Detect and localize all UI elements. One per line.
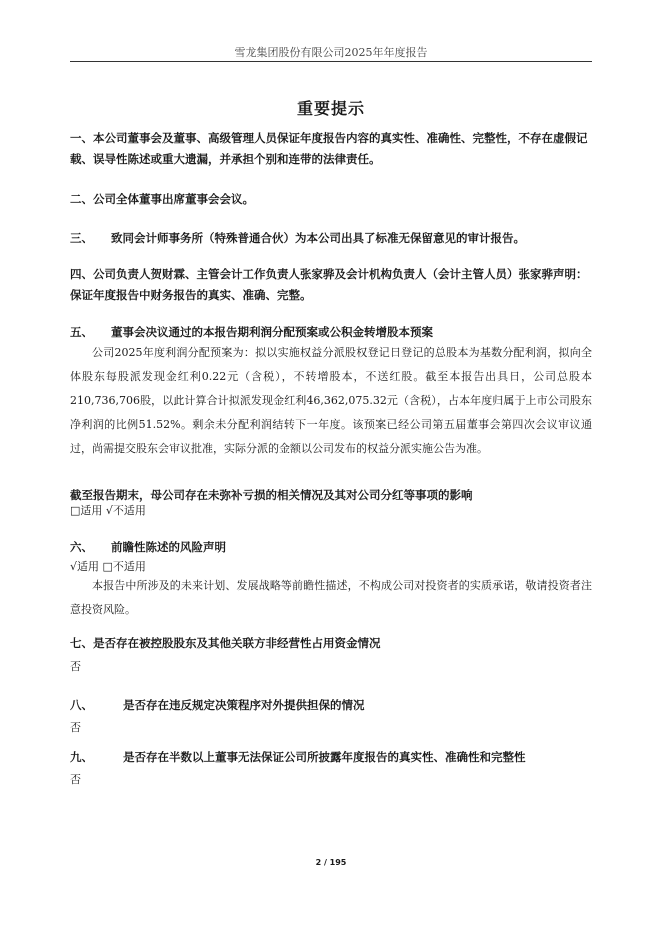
section-6-title: 前瞻性陈述的风险声明 (111, 540, 226, 554)
page-title: 重要提示 (296, 99, 365, 118)
section-9-number: 九、 (70, 750, 93, 764)
section-3-number: 三、 (70, 231, 93, 245)
section-7-heading: 七、是否存在被控股股东及其他关联方非经营性占用资金情况 (70, 636, 381, 650)
section-4: 四、公司负责人贺财霖、主管会计工作负责人张家骅及会计机构负责人（会计主管人员）张家骅声明：保证年度报告中财务报告的真实、准确、完整。 (70, 267, 588, 302)
header-divider (70, 61, 592, 62)
section-9-heading (70, 747, 592, 768)
section-5-heading (70, 322, 592, 343)
section-9-title: 是否存在半数以上董事无法保证公司所披露年度报告的真实性、准确性和完整性 (123, 750, 526, 764)
running-header: 雪龙集团股份有限公司2025年年度报告 (234, 46, 428, 59)
page-number: 2 / 195 (315, 858, 347, 867)
section-6-number: 六、 (70, 540, 93, 554)
section-6-body: 本报告中所涉及的未来计划、发展战略等前瞻性描述，不构成公司对投资者的实质承诺，敬请投资者注意投资风险。 (70, 579, 592, 616)
section-8-number: 八、 (70, 698, 93, 712)
section-6-heading (70, 537, 592, 558)
section-6-options: √适用 □不适用 (70, 560, 146, 573)
section-2: 二、公司全体董事出席董事会会议。 (70, 192, 254, 206)
section-8-heading (70, 695, 592, 716)
loss-options: □适用 √不适用 (70, 504, 146, 517)
section-5-title: 董事会决议通过的本报告期利润分配预案或公积金转增股本预案 (111, 325, 433, 339)
section-1: 一、本公司董事会及董事、高级管理人员保证年度报告内容的真实性、准确性、完整性，不存在虚假记载、误导性陈述或重大遗漏，并承担个别和连带的法律责任。 (70, 131, 588, 166)
section-8-title: 是否存在违反规定决策程序对外提供担保的情况 (123, 698, 365, 712)
section-3 (70, 228, 592, 249)
section-8-answer: 否 (70, 721, 81, 734)
section-7-answer: 否 (70, 660, 81, 673)
loss-heading: 截至报告期末，母公司存在未弥补亏损的相关情况及其对公司分红等事项的影响 (70, 488, 473, 502)
section-3-text: 致同会计师事务所（特殊普通合伙）为本公司出具了标准无保留意见的审计报告。 (111, 231, 525, 245)
section-5-body: 公司2025年度利润分配预案为：拟以实施权益分派股权登记日登记的总股本为基数分配利润，拟向全体股东每股派发现金红利0.22元（含税），不转增股本，不送红股。截至本报告出具日，公司总股本210,736,706股，以此计算合计拟派发现金红利46,362,075.32元（含税），占本年度归属于上市公司股东净利润的比例51.52%。剩余未分配利润结转下一年度。该预案已经公司第五届董事会第四次会议审议通过，尚需提交股东会审议批准，实际分派的金额以公司发布的权益分派实施公告为准。 (70, 346, 592, 455)
section-5-number: 五、 (70, 325, 93, 339)
section-9-answer: 否 (70, 773, 81, 786)
